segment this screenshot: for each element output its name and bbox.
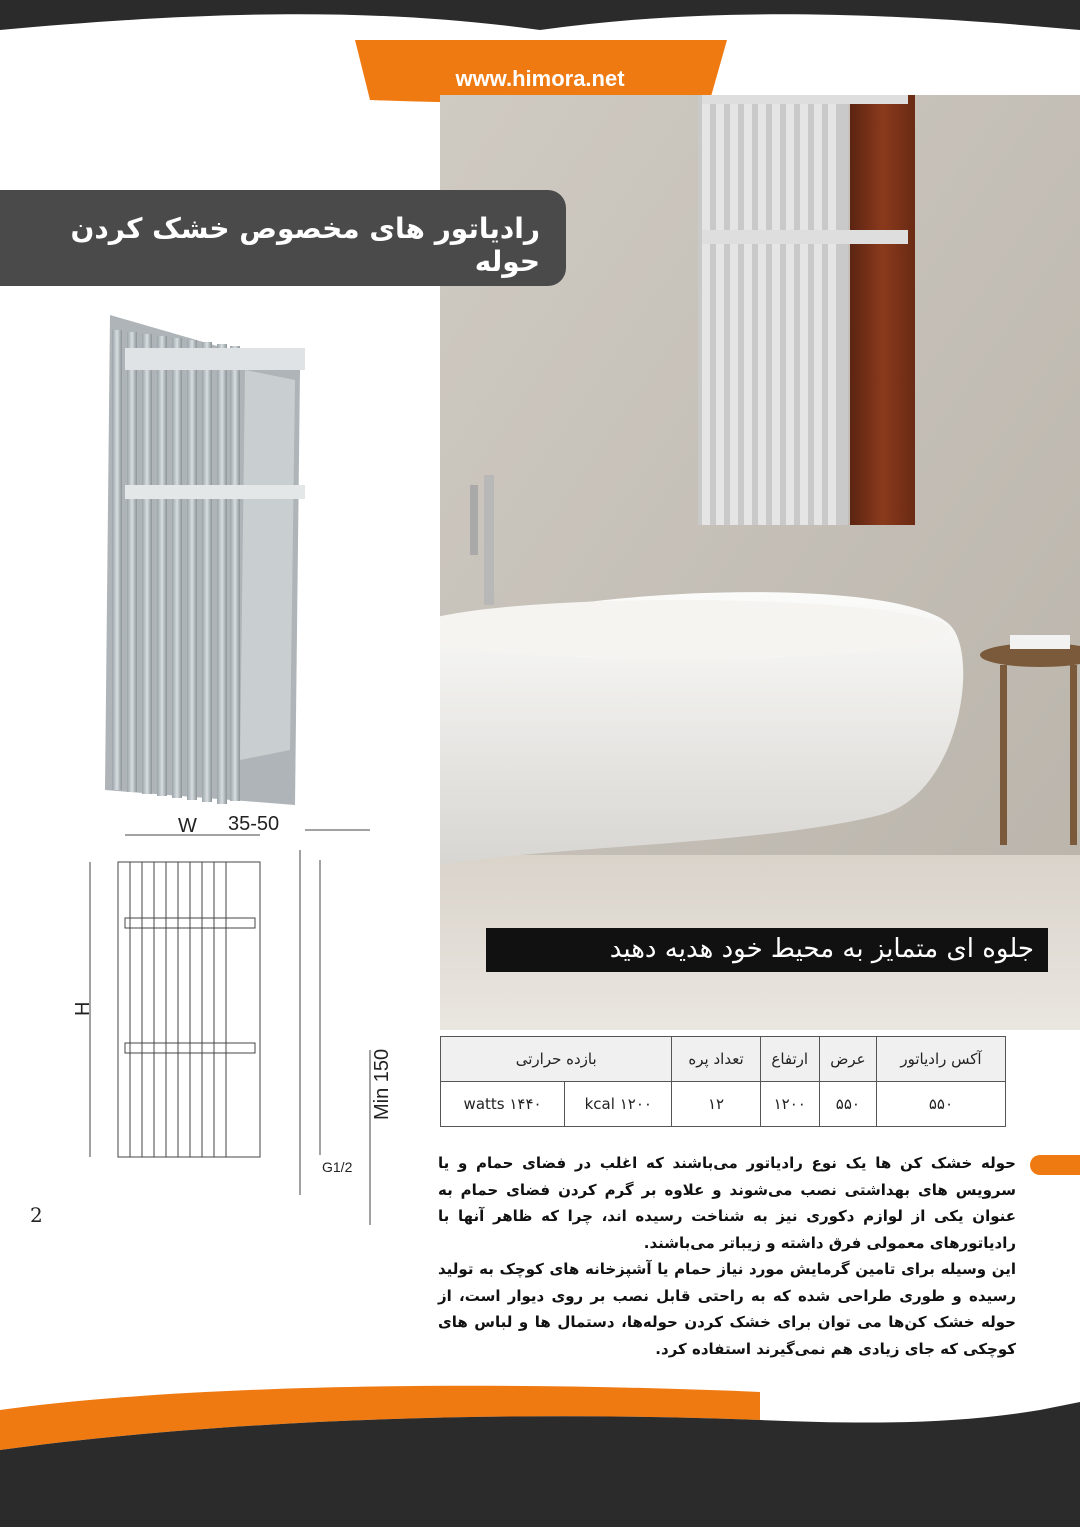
paragraph-2: این وسیله برای تامین گرمایش مورد نیاز حمام یا آشپزخانه های کوچک به تولید رسیده و طوری طراحی شده که به راحتی قابل نصب بر روی دیوار است، از حوله خشک کن‌ها می توان برای خشک کردن حوله‌ها، دستمال ها و لباس های کوچکی که جای زیادی هم نمی‌گیرند استفاده کرد. [438,1260,1016,1358]
spec-table [440,1036,1006,1127]
min-label: Min 150 [371,1048,393,1120]
table-row [441,1082,1006,1127]
header-model: آکس رادیاتور [876,1037,1005,1082]
depth-label: 35-50 [228,813,280,835]
body-text [438,1150,1016,1362]
cell-watts: ۱۴۴۰ watts [441,1082,565,1127]
bottom-swoosh [0,1380,1080,1527]
page-title: رادیاتور های مخصوص خشک کردن حوله [70,212,540,278]
height-label: H [72,1001,94,1016]
header-fins: تعداد پره [672,1037,760,1082]
paragraph-1: حوله خشک کن ها یک نوع رادیاتور می‌باشند که اغلب در فضای حمام و یا سرویس های بهداشتی نصب می‌شوند و علاوه بر گرم کردن فضای حمام به عنوان یکی از لوازم دکوری نیز به شناخت رسیده اند، چرا که ظاهر آنها با رادیاتورهای معمولی فرق داشته و زیباتر می‌باشند. [438,1154,1016,1252]
header-output: بازده حرارتی [441,1037,672,1082]
cell-width: ۵۵۰ [819,1082,876,1127]
header-width: عرض [819,1037,876,1082]
side-tab [1030,1155,1080,1175]
pipe-label: G1/2 [322,1159,353,1175]
page-number: 2 [30,1203,43,1227]
site-url[interactable]: www.himora.net [455,66,625,91]
cell-kcal: ۱۲۰۰ kcal [565,1082,672,1127]
radiator-render [100,310,310,810]
width-label: W [178,815,197,837]
header-height: ارتفاع [760,1037,819,1082]
table-header-row [441,1037,1006,1082]
slogan: جلوه ای متمایز به محیط خود هدیه دهید [609,934,1034,964]
cell-fins: ۱۲ [672,1082,760,1127]
cell-height: ۱۲۰۰ [760,1082,819,1127]
cell-model: ۵۵۰ [876,1082,1005,1127]
technical-drawing [70,810,410,1230]
